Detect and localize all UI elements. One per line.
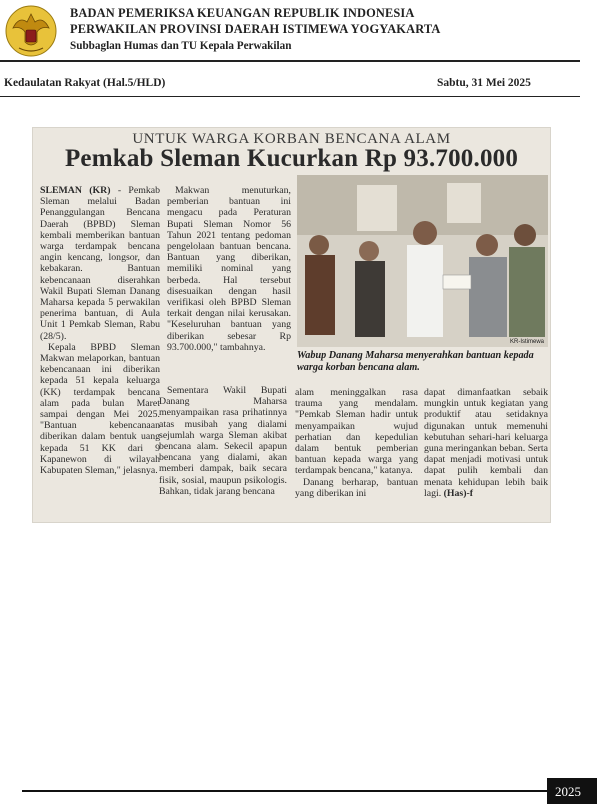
article-column-1 [40,185,160,521]
article-column-3 [295,387,418,521]
date-label: Sabtu, 31 Mei 2025 [437,77,531,89]
article-headline: Pemkab Sleman Kucurkan Rp 93.700.000 [64,145,519,172]
article-dateline: SLEMAN (KR) [40,185,111,196]
header-line-2: PERWAKILAN PROVINSI DAERAH ISTIMEWA YOGYAKARTA [70,22,441,36]
footer-divider [22,790,547,792]
article-paragraph: Makwan menuturkan, pemberian bantuan ini mengacu pada Peraturan Bupati Sleman Nomor 56 Tahun 2021 tentang pedoman pengelolaan bantuan bencana. Bantuan yang diberikan, memiliki nominal yang berbeda. Hal tersebut disesuaikan dengan hasil verifikasi oleh BPBD Sleman terkait dengan nilai kerusakan. "Keseluruhan bantuan yang diberikan sebesar Rp 93.700.000," tambahnya. [167,185,291,353]
year-label: 2025 [555,784,581,799]
header-line-1: BADAN PEMERIKSA KEUANGAN REPUBLIK INDONESIA [70,6,415,20]
photo-caption: Wabup Danang Maharsa menyerahkan bantuan kepada warga korban bencana alam. [297,350,534,373]
article-column-2-top [167,185,291,377]
article-photo [297,175,548,347]
article-paragraph: Danang berharap, bantuan yang diberikan ini [295,476,418,499]
article-kicker: UNTUK WARGA KORBAN BENCANA ALAM [132,131,451,147]
article-paragraph: dapat dimanfaatkan sebaik mungkin untuk kegiatan yang produktif atau setidaknya digunakan untuk memenuhi kebutuhan sehari-hari keluarga guna meringankan beban. Serta dapat menjadi motivasi untuk dapat pulih kembali dan menata kehidupan lebih baik lagi. [424,387,548,499]
bpk-garuda-logo [5,4,57,58]
article-paragraph: alam meninggalkan rasa trauma yang mendalam. "Pemkab Sleman hadir untuk menyampaikan wujud perhatian dan kepedulian dalam bentuk pemberian bantuan kepada warga yang terdampak bencana," katanya. [295,387,418,477]
header-line-3: Subbaglan Humas dan TU Kepala Perwakilan [70,40,292,52]
article-column-4 [424,387,548,521]
newspaper-clipping [32,127,551,523]
source-label: Kedaulatan Rakyat (Hal.5/HLD) [4,77,166,89]
photo-credit: KR-Istimewa [509,339,544,345]
article-signoff: (Has)-f [443,487,473,499]
header-divider [0,60,580,62]
article-paragraph: Sementara Wakil Bupati Danang Maharsa menyampaikan rasa prihatinnya atas musibah yang dialami sejumlah warga Sleman akibat bencana alam. Sekecil apapun bencana yang dialami, akan memberi dampak, baik secara fisik, sosial, maupun psikologis. Bahkan, tidak jarang bencana [159,385,287,497]
meta-divider [0,96,580,97]
article-paragraph: - Pemkab Sleman melalui Badan Penanggulangan Bencana Daerah (BPBD) Sleman kembali memberikan bantuan warga terdampak bencana angin kencang, longsor, dan kebakaran. Bantuan kebencanaan diserahkan Wakil Bupati Sleman Danang Maharsa kepada 5 perwakilan penerima bantuan, di Aula Unit 1 Pemkab Sleman, Rabu (28/5). [40,185,160,342]
article-column-2-bottom [159,385,287,521]
article-paragraph: Kepala BPBD Sleman Makwan melaporkan, bantuan kebencanaan ini diberikan kepada 51 kepala keluarga (KK) terdampak bencana alam pada bulan Maret sampai dengan Mei 2025. "Bantuan kebencanaan diberikan dalam bentuk uang kepada 51 KK dari 9 Kapanewon di wilayah Kabupaten Sleman," jelasnya. [40,341,160,477]
